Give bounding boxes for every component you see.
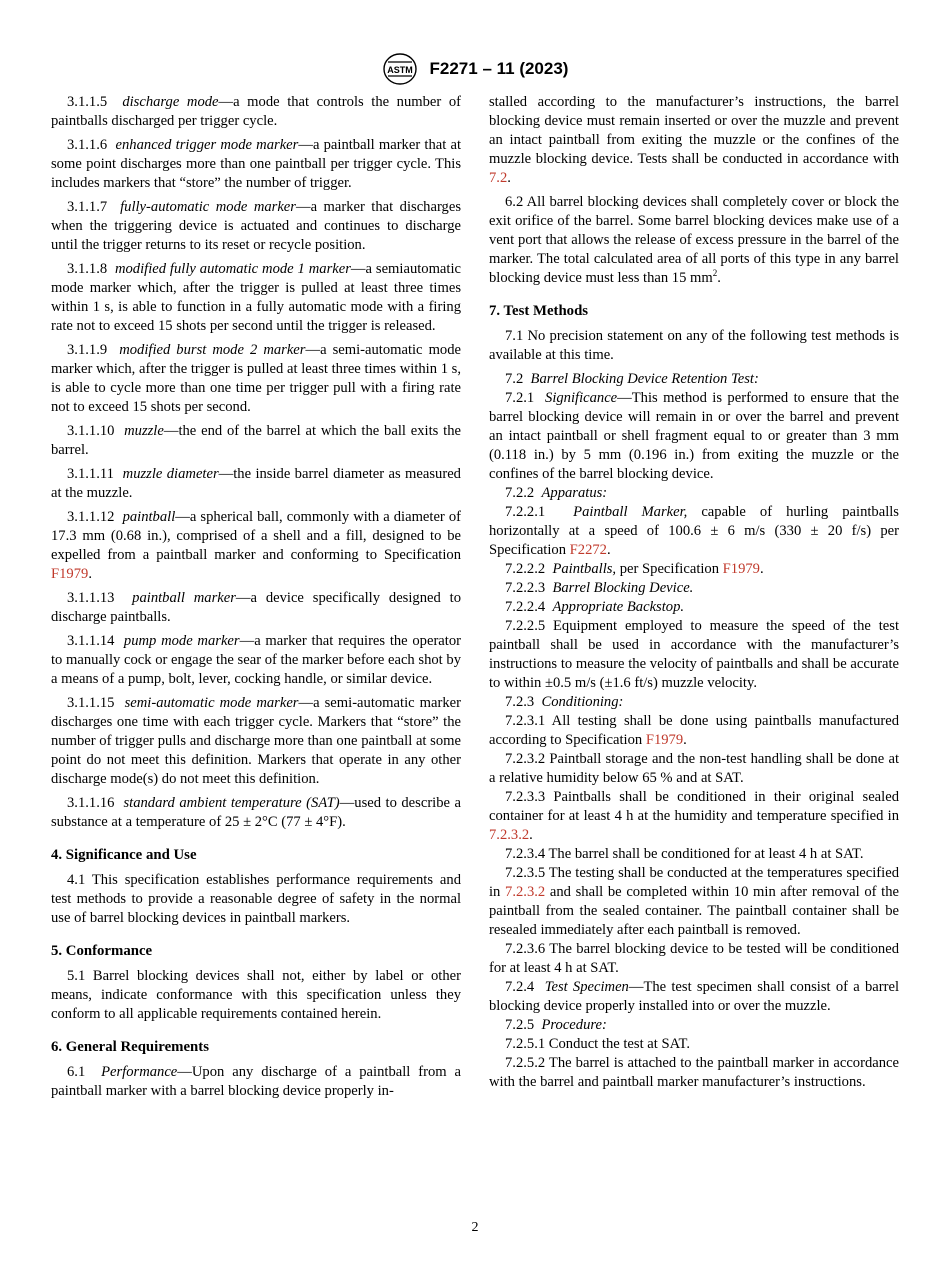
definition-3-1-1-8: 3.1.1.8 modified fully automatic mode 1 marker—a semiautomatic mode marker which, after the trigger is pulled at least three times within 1 s, is able to function in a fully automatic mode with a firing rate not to exceed 15 shots per second until the trigger is released. <box>51 261 462 334</box>
definition-3-1-1-10: 3.1.1.10 muzzle—the end of the barrel at which the ball exits the barrel. <box>51 423 461 458</box>
paragraph-7-2: 7.2 Barrel Blocking Device Retention Test: <box>505 371 759 387</box>
paragraph-5-1: 5.1 Barrel blocking devices shall not, either by label or other means, indicate conformance with this specification unless they conform to all applicable requirements contained herein. <box>51 968 461 1022</box>
paragraph-7-2-2-2: 7.2.2.2 Paintballs, per Specification F1979. <box>505 561 764 577</box>
reference-link[interactable]: 7.2.3.2 <box>489 827 530 843</box>
section-heading: 4. Significance and Use <box>51 847 197 863</box>
standard-designation: F2271 – 11 (2023) <box>429 59 569 78</box>
definition-3-1-1-14: 3.1.1.14 pump mode marker—a marker that requires the operator to manually cock or engage the sear of the marker before each shot by a means of a pump, bolt, lever, cocking handle, or similar device. <box>51 633 461 687</box>
page-header <box>0 52 950 86</box>
paragraph-7-2-3-1: 7.2.3.1 All testing shall be done using paintballs manufactured according to Specification F1979. <box>489 713 899 748</box>
paragraph-7-2-2-3: 7.2.2.3 Barrel Blocking Device. <box>505 580 694 596</box>
paragraph-7-2-3-2: 7.2.3.2 Paintball storage and the non-test handling shall be done at a relative humidity below 65 % and at SAT. <box>489 751 899 786</box>
paragraph-7-1: 7.1 No precision statement on any of the following test methods is available at this time. <box>489 328 899 363</box>
reference-link[interactable]: F1979 <box>722 561 760 577</box>
paragraph-6-1-continued: stalled according to the manufacturer’s instructions, the barrel blocking device must remain inserted or over the muzzle and prevent an intact paintball from exiting the muzzle or the confines of the muzzle blocking device. Tests shall be conducted in accordance with 7.2. <box>489 94 899 186</box>
reference-link[interactable]: F1979 <box>51 566 89 582</box>
paragraph-7-2-2: 7.2.2 Apparatus: <box>505 485 608 501</box>
paragraph-7-2-5: 7.2.5 Procedure: <box>505 1017 607 1033</box>
page-number: 2 <box>471 1220 479 1235</box>
paragraph-7-2-2-5: 7.2.2.5 Equipment employed to measure the speed of the test paintball shall be used in accordance with the manufacturer’s instructions to measure the velocity of paintballs and shall be accurate to within ±0.5 m/s (±1.6 ft/s) muzzle velocity. <box>489 618 899 691</box>
paragraph-7-2-2-1: 7.2.2.1 Paintball Marker, capable of hurling paintballs horizontally at a speed of 100.6 ± 6 m/s (330 ± 20 f/s) per Specification F2272. <box>489 504 899 558</box>
definition-3-1-1-9: 3.1.1.9 modified burst mode 2 marker—a semi-automatic mode marker which, after the trigger is pulled at least three times within 1 s, is able to cycle more than one time per trigger pull with a firing rate not to exceed 15 shots per second. <box>51 342 461 415</box>
paragraph-7-2-5-1: 7.2.5.1 Conduct the test at SAT. <box>505 1036 690 1052</box>
paragraph-7-2-1: 7.2.1 Significance—This method is performed to ensure that the barrel blocking device will remain in or over the barrel and prevent an intact paintball or shell fragment equal to or greater than 3 mm (0.118 in.) by 5 mm (0.196 in.) from exiting the muzzle or the confines of the barrel blocking device. <box>489 390 900 482</box>
reference-link[interactable]: 7.2 <box>489 170 508 186</box>
definition-3-1-1-6: 3.1.1.6 enhanced trigger mode marker—a paintball marker that at some point discharges more than one paintball per trigger cycle. This includes markers that “store” the number of trigger. <box>51 137 461 191</box>
paragraph-6-2: 6.2 All barrel blocking devices shall completely cover or block the exit orifice of the barrel. Some barrel blocking devices make use of a vent port that allows the release of excess pressure in the barrel of the marker. The total calculated area of all ports of this type in any barrel blocking device must less than 15 $mm^2$. <box>489 194 899 286</box>
paragraph-4-1: 4.1 This specification establishes performance requirements and test methods to provide a reasonable degree of safety in the normal use of barrel blocking devices in paintball markers. <box>51 872 461 926</box>
definition-3-1-1-11: 3.1.1.11 muzzle diameter—the inside barrel diameter as measured at the muzzle. <box>51 466 461 501</box>
reference-link[interactable]: 7.2.3.2 <box>505 884 546 900</box>
definition-3-1-1-13: 3.1.1.13 paintball marker—a device specifically designed to discharge paintballs. <box>51 590 461 625</box>
right-column <box>489 93 899 1092</box>
reference-link[interactable]: F2272 <box>569 542 607 558</box>
definition-3-1-1-12: 3.1.1.12 paintball—a spherical ball, commonly with a diameter of 17.3 mm (0.68 in.), comprised of a shell and a fill, designed to be expelled from a paintball marker and conforming to Specification F1979. <box>51 509 462 582</box>
astm-logo-icon <box>382 52 418 86</box>
reference-link[interactable]: F1979 <box>645 732 684 748</box>
paragraph-7-2-4: 7.2.4 Test Specimen—The test specimen shall consist of a barrel blocking device properly installed into or over the muzzle. <box>489 979 899 1014</box>
paragraph-7-2-5-2: 7.2.5.2 The barrel is attached to the paintball marker in accordance with the barrel and paintball marker manufacturer’s instructions. <box>489 1055 899 1090</box>
definition-3-1-1-5: 3.1.1.5 discharge mode—a mode that controls the number of paintballs discharged per trigger cycle. <box>51 94 461 129</box>
paragraph-7-2-3-5: 7.2.3.5 The testing shall be conducted at the temperatures specified in 7.2.3.2 and shall be completed within 10 min after removal of the paintball from the sealed container. The paintball container shall be resealed immediately after each paintball is removed. <box>489 865 900 938</box>
paragraph-7-2-3: 7.2.3 Conditioning: <box>505 694 624 710</box>
definition-3-1-1-15: 3.1.1.15 semi-automatic mode marker—a semi-automatic marker discharges one time with each trigger cycle. Markers that “store” the number of trigger pulls and discharge more than one paintball at some point do not meet this definition. Markers that operate in any other discharge mode(s) do not meet this definition. <box>51 695 461 787</box>
paragraph-7-2-3-6: 7.2.3.6 The barrel blocking device to be tested will be conditioned for at least 4 h at SAT. <box>489 941 899 976</box>
definition-3-1-1-16: 3.1.1.16 standard ambient temperature (SAT)—used to describe a substance at a temperature of 25 ± 2°C (77 ± 4°F). <box>51 795 461 830</box>
svg-text:ASTM: ASTM <box>386 65 413 75</box>
paragraph-7-2-3-3: 7.2.3.3 Paintballs shall be conditioned in their original sealed container for at least 4 h at the humidity and temperature specified in 7.2.3.2. <box>489 789 899 843</box>
paragraph-7-2-3-4: 7.2.3.4 The barrel shall be conditioned for at least 4 h at SAT. <box>505 846 864 862</box>
section-heading: 7. Test Methods <box>489 303 589 319</box>
paragraph-6-1: 6.1 Performance—Upon any discharge of a paintball from a paintball marker with a barrel blocking device properly in- <box>51 1064 461 1099</box>
left-column <box>51 93 461 1106</box>
definition-3-1-1-7: 3.1.1.7 fully-automatic mode marker—a marker that discharges when the triggering device is actuated and continues to discharge until the trigger returns to its reset or recycle position. <box>51 199 461 253</box>
section-heading: 6. General Requirements <box>51 1039 209 1055</box>
section-heading: 5. Conformance <box>51 943 153 959</box>
paragraph-7-2-2-4: 7.2.2.4 Appropriate Backstop. <box>505 599 685 615</box>
